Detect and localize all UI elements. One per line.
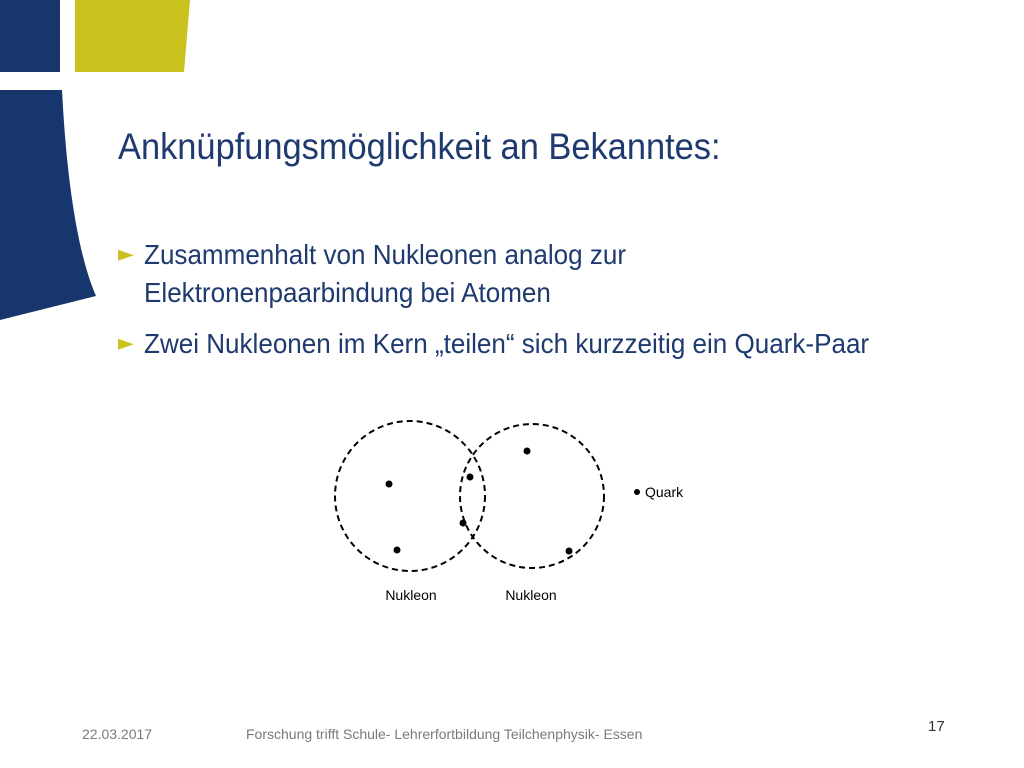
legend-quark-dot	[634, 489, 640, 495]
logo-blue-square	[0, 0, 60, 72]
page-number: 17	[928, 718, 945, 735]
logo-blue-wing	[0, 90, 96, 320]
quark-dot	[566, 548, 573, 555]
bullet-text-line: Elektronenpaarbindung bei Atomen	[144, 277, 551, 308]
triangle-bullet-icon: ►	[118, 331, 134, 356]
quark-dot	[394, 547, 401, 554]
nucleon-label-left: Nukleon	[385, 587, 437, 603]
bullet-item	[118, 236, 869, 312]
footer-date: 22.03.2017	[82, 726, 153, 742]
bullet-text-line: Zwei Nukleonen im Kern „teilen“ sich kurzzeitig ein Quark-Paar	[144, 328, 870, 359]
quark-dot	[467, 474, 474, 481]
nucleon-right-circle	[460, 424, 604, 568]
quark-dot	[386, 481, 393, 488]
nucleon-diagram	[300, 400, 720, 610]
bullet-text-line: Zusammenhalt von Nukleonen analog zur	[144, 239, 627, 270]
triangle-bullet-icon: ►	[118, 242, 134, 267]
footer-text: Forschung trifft Schule- Lehrerfortbildung Teilchenphysik- Essen	[246, 726, 643, 742]
slide-title: Anknüpfungsmöglichkeit an Bekanntes:	[118, 126, 721, 167]
legend-quark-label: Quark	[645, 484, 684, 500]
nucleon-left-circle	[335, 421, 485, 571]
bullet-list	[118, 236, 869, 363]
bullet-item	[118, 325, 869, 363]
quark-dot	[524, 448, 531, 455]
nucleon-label-right: Nukleon	[505, 587, 557, 603]
quark-dot	[460, 520, 467, 527]
logo-yellow-shape	[75, 0, 190, 72]
